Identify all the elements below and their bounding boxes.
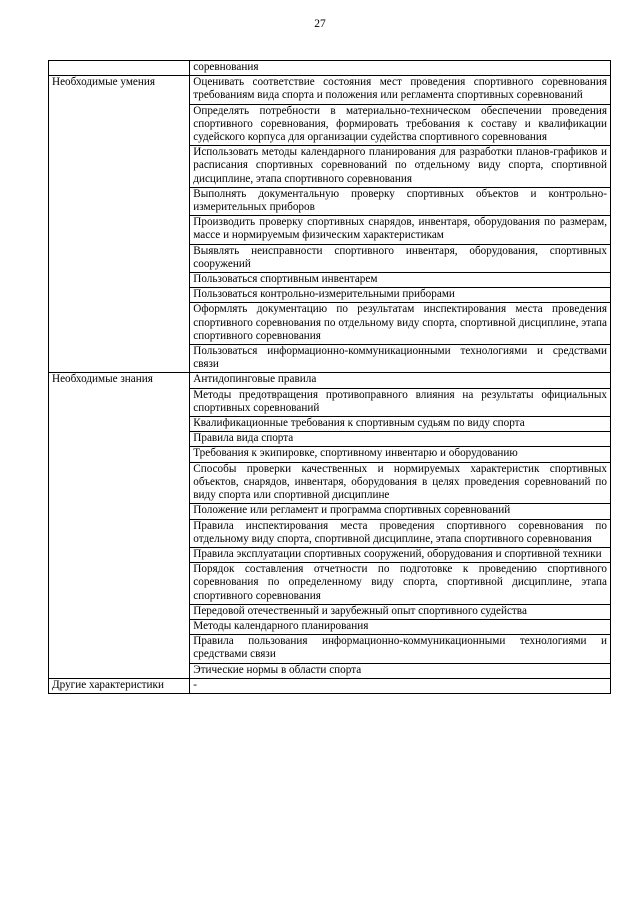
requirement-item: Использовать методы календарного планирования для разработки планов-графиков и расписания спортивных соревнований по отдельному виду спорта, спортивной дисциплине, этапа спортивного соревнования — [190, 146, 611, 188]
section-label: Другие характеристики — [49, 678, 190, 693]
requirement-item: Правила инспектирования места проведения спортивного соревнования по отдельному виду спорта, спортивной дисциплине, этапа спортивного соревнования — [190, 519, 611, 547]
page-number: 27 — [314, 18, 326, 30]
requirement-item: Порядок составления отчетности по подготовке к проведению спортивного соревнования по определенному виду спорта, спортивной дисциплине, этапа спортивного соревнования — [190, 563, 611, 605]
requirement-item: Методы календарного планирования — [190, 619, 611, 634]
requirement-item: Квалификационные требования к спортивным судьям по виду спорта — [190, 417, 611, 432]
requirement-item: Передовой отечественный и зарубежный опыт спортивного судейства — [190, 604, 611, 619]
requirement-item: Определять потребности в материально-техническом обеспечении проведения спортивного соревнования, формировать требования к составу и квалификации судейского корпуса для организации судейства спортивного соревнования — [190, 104, 611, 146]
requirement-item: Выявлять неисправности спортивного инвентаря, оборудования, спортивных сооружений — [190, 244, 611, 272]
requirement-item: Правила пользования информационно-коммуникационными технологиями и средствами связи — [190, 635, 611, 663]
requirement-item: Правила вида спорта — [190, 432, 611, 447]
section-label: Необходимые умения — [49, 76, 190, 373]
requirement-item: Производить проверку спортивных снарядов, инвентаря, оборудования по размерам, массе и нормируемым физическим характеристикам — [190, 216, 611, 244]
requirement-item: Этические нормы в области спорта — [190, 663, 611, 678]
table-row — [49, 61, 611, 76]
section-label: Необходимые знания — [49, 373, 190, 678]
requirement-item: Антидопинговые правила — [190, 373, 611, 388]
requirement-item: Оформлять документацию по результатам инспектирования места проведения спортивного соревнования по отдельному виду спорта, спортивной дисциплине, этапа спортивного соревнования — [190, 303, 611, 345]
section-label — [49, 61, 190, 76]
requirement-item: - — [190, 678, 611, 693]
table-row — [49, 373, 611, 388]
requirements-table-body — [49, 61, 611, 694]
table-row — [49, 678, 611, 693]
requirement-item: Пользоваться спортивным инвентарем — [190, 273, 611, 288]
requirement-item: Способы проверки качественных и нормируемых характеристик спортивных объектов, снарядов, инвентаря, оборудования в целях проведения соревнований по виду спорта или спортивной дисциплине — [190, 462, 611, 504]
requirement-item: Пользоваться контрольно-измерительными приборами — [190, 288, 611, 303]
requirement-item: Выполнять документальную проверку спортивных объектов и контрольно-измерительных приборов — [190, 187, 611, 215]
requirements-table — [48, 60, 611, 694]
requirement-item: Положение или регламент и программа спортивных соревнований — [190, 504, 611, 519]
table-row — [49, 76, 611, 104]
requirement-item: Пользоваться информационно-коммуникационными технологиями и средствами связи — [190, 345, 611, 373]
requirement-item: Требования к экипировке, спортивному инвентарю и оборудованию — [190, 447, 611, 462]
requirement-item: Правила эксплуатации спортивных сооружений, оборудования и спортивной техники — [190, 547, 611, 562]
requirement-item: Оценивать соответствие состояния мест проведения спортивного соревнования требованиям вида спорта и положения или регламента спортивных соревнований — [190, 76, 611, 104]
requirement-item: Методы предотвращения противоправного влияния на результаты официальных спортивных соревнований — [190, 388, 611, 416]
requirement-item: соревнования — [190, 61, 611, 76]
